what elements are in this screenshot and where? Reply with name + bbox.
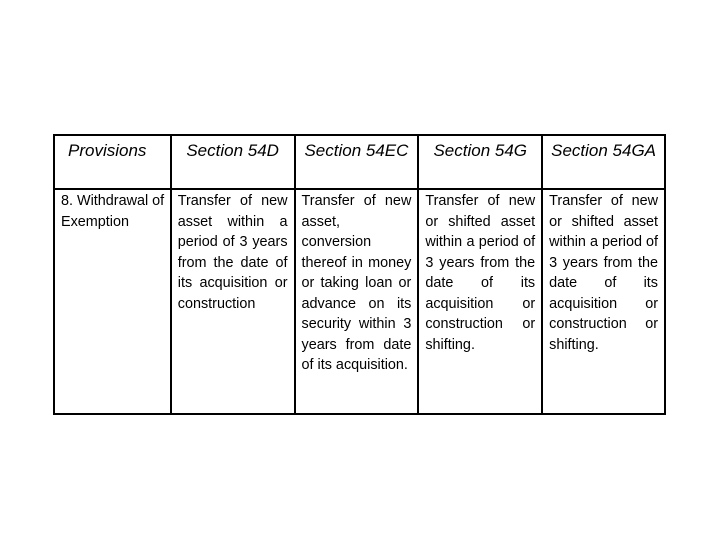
cell-section-54ga: Transfer of new or shifted asset within a period of 3 years from the date of its acquisition or construction or shifting. (542, 189, 665, 414)
row-label-withdrawal-of-exemption: 8. Withdrawal of Exemption (54, 189, 171, 414)
cell-section-54d: Transfer of new asset within a period of 3 years from the date of its acquisition or construction (171, 189, 295, 414)
cell-section-54ec: Transfer of new asset, conversion thereof in money or taking loan or advance on its security within 3 years from date of its acquisition. (295, 189, 419, 414)
column-header-section-54ec: Section 54EC (295, 135, 419, 189)
table-row (54, 189, 665, 414)
provisions-table (53, 134, 666, 415)
column-header-provisions: Provisions (54, 135, 171, 189)
column-header-section-54d: Section 54D (171, 135, 295, 189)
column-header-section-54ga: Section 54GA (542, 135, 665, 189)
cell-section-54g: Transfer of new or shifted asset within a period of 3 years from the date of its acquisition or construction or shifting. (418, 189, 542, 414)
column-header-section-54g: Section 54G (418, 135, 542, 189)
table-header-row (54, 135, 665, 189)
